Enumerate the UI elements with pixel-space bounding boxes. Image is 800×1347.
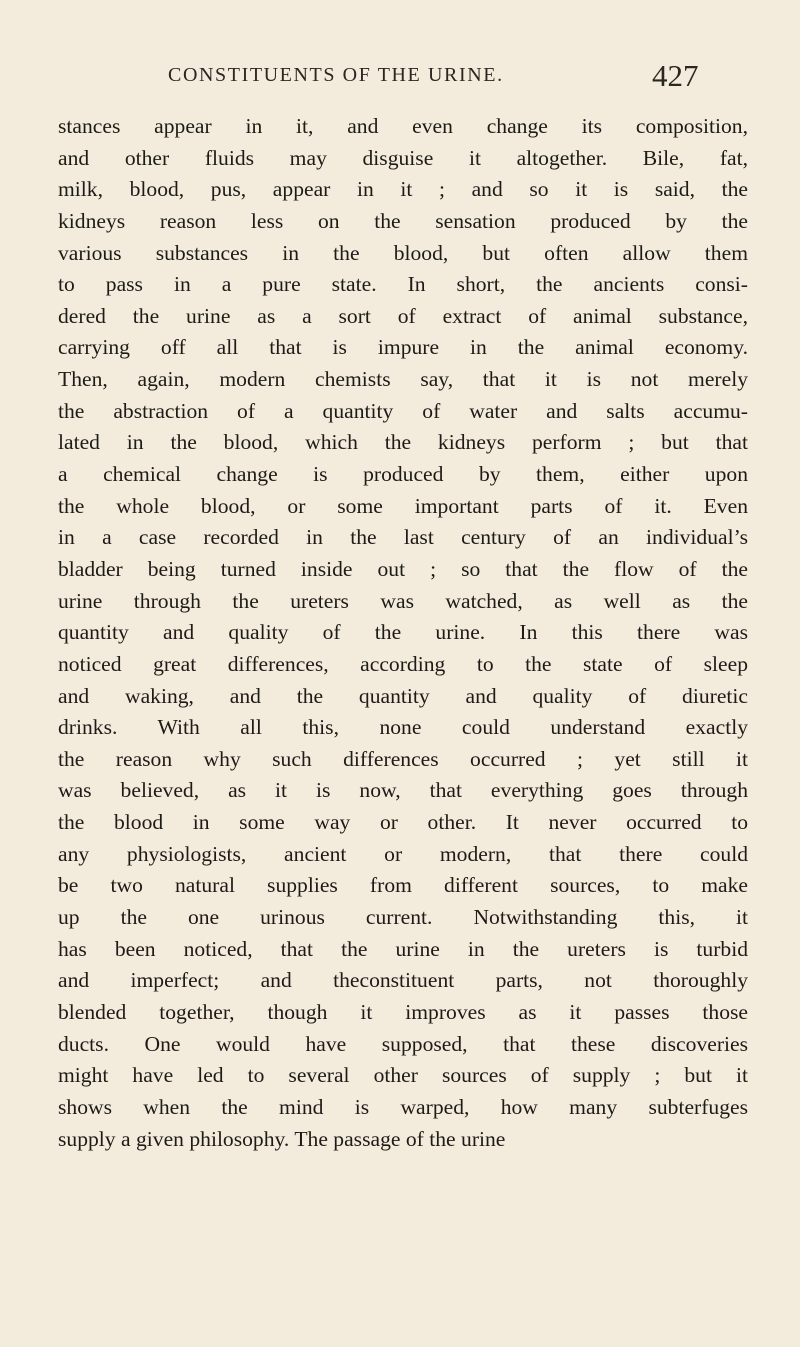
text-line: supply a given philosophy. The passage of the urine xyxy=(58,1126,506,1151)
text-line: blended together, though it improves as it passes those xyxy=(58,999,748,1024)
text-line: noticed great differences, according to the state of sleep xyxy=(58,651,748,676)
text-line: the whole blood, or some important parts of it. Even xyxy=(58,493,748,518)
text-line: the abstraction of a quantity of water and salts accumu- xyxy=(58,398,748,423)
text-line: various substances in the blood, but often allow them xyxy=(58,240,748,265)
text-line: shows when the mind is warped, how many subterfuges xyxy=(58,1094,748,1119)
text-line: dered the urine as a sort of extract of animal substance, xyxy=(58,303,748,328)
text-line: Then, again, modern chemists say, that it is not merely xyxy=(58,367,748,392)
text-line: urine through the ureters was watched, as well as the xyxy=(58,588,748,613)
text-line: carrying off all that is impure in the animal economy. xyxy=(58,335,748,360)
text-line: kidneys reason less on the sensation produced by the xyxy=(58,208,748,233)
text-line: the blood in some way or other. It never occurred to xyxy=(58,810,748,835)
text-line: the reason why such differences occurred ; yet still it xyxy=(58,746,748,771)
text-line: ducts. One would have supposed, that these discoveries xyxy=(58,1031,748,1056)
body-text xyxy=(58,111,748,1155)
text-line: quantity and quality of the urine. In this there was xyxy=(58,620,748,645)
text-line: be two natural supplies from different sources, to make xyxy=(58,873,748,898)
page-number: 427 xyxy=(652,58,699,93)
text-line: in a case recorded in the last century of an individual’s xyxy=(58,525,748,550)
text-line: was believed, as it is now, that everything goes through xyxy=(58,778,748,803)
text-line: and imperfect; and theconstituent parts, not thoroughly xyxy=(58,968,748,993)
text-line: milk, blood, pus, appear in it ; and so it is said, the xyxy=(58,177,748,202)
text-line: a chemical change is produced by them, either upon xyxy=(58,462,748,487)
text-line: lated in the blood, which the kidneys perform ; but that xyxy=(58,430,748,455)
running-head xyxy=(0,60,800,100)
text-line: might have led to several other sources of supply ; but it xyxy=(58,1063,748,1088)
running-title: CONSTITUENTS OF THE URINE. xyxy=(168,64,504,86)
text-line: any physiologists, ancient or modern, that there could xyxy=(58,841,748,866)
text-line: stances appear in it, and even change its composition, xyxy=(58,114,748,138)
text-line: to pass in a pure state. In short, the ancients consi- xyxy=(58,272,748,297)
text-line: and waking, and the quantity and quality of diuretic xyxy=(58,683,748,708)
text-line: has been noticed, that the urine in the ureters is turbid xyxy=(58,936,748,961)
text-line: up the one urinous current. Notwithstanding this, it xyxy=(58,905,748,930)
text-line: and other fluids may disguise it altogether. Bile, fat, xyxy=(58,145,748,170)
text-line: drinks. With all this, none could understand exactly xyxy=(58,715,748,740)
text-line: bladder being turned inside out ; so that the flow of the xyxy=(58,556,748,581)
